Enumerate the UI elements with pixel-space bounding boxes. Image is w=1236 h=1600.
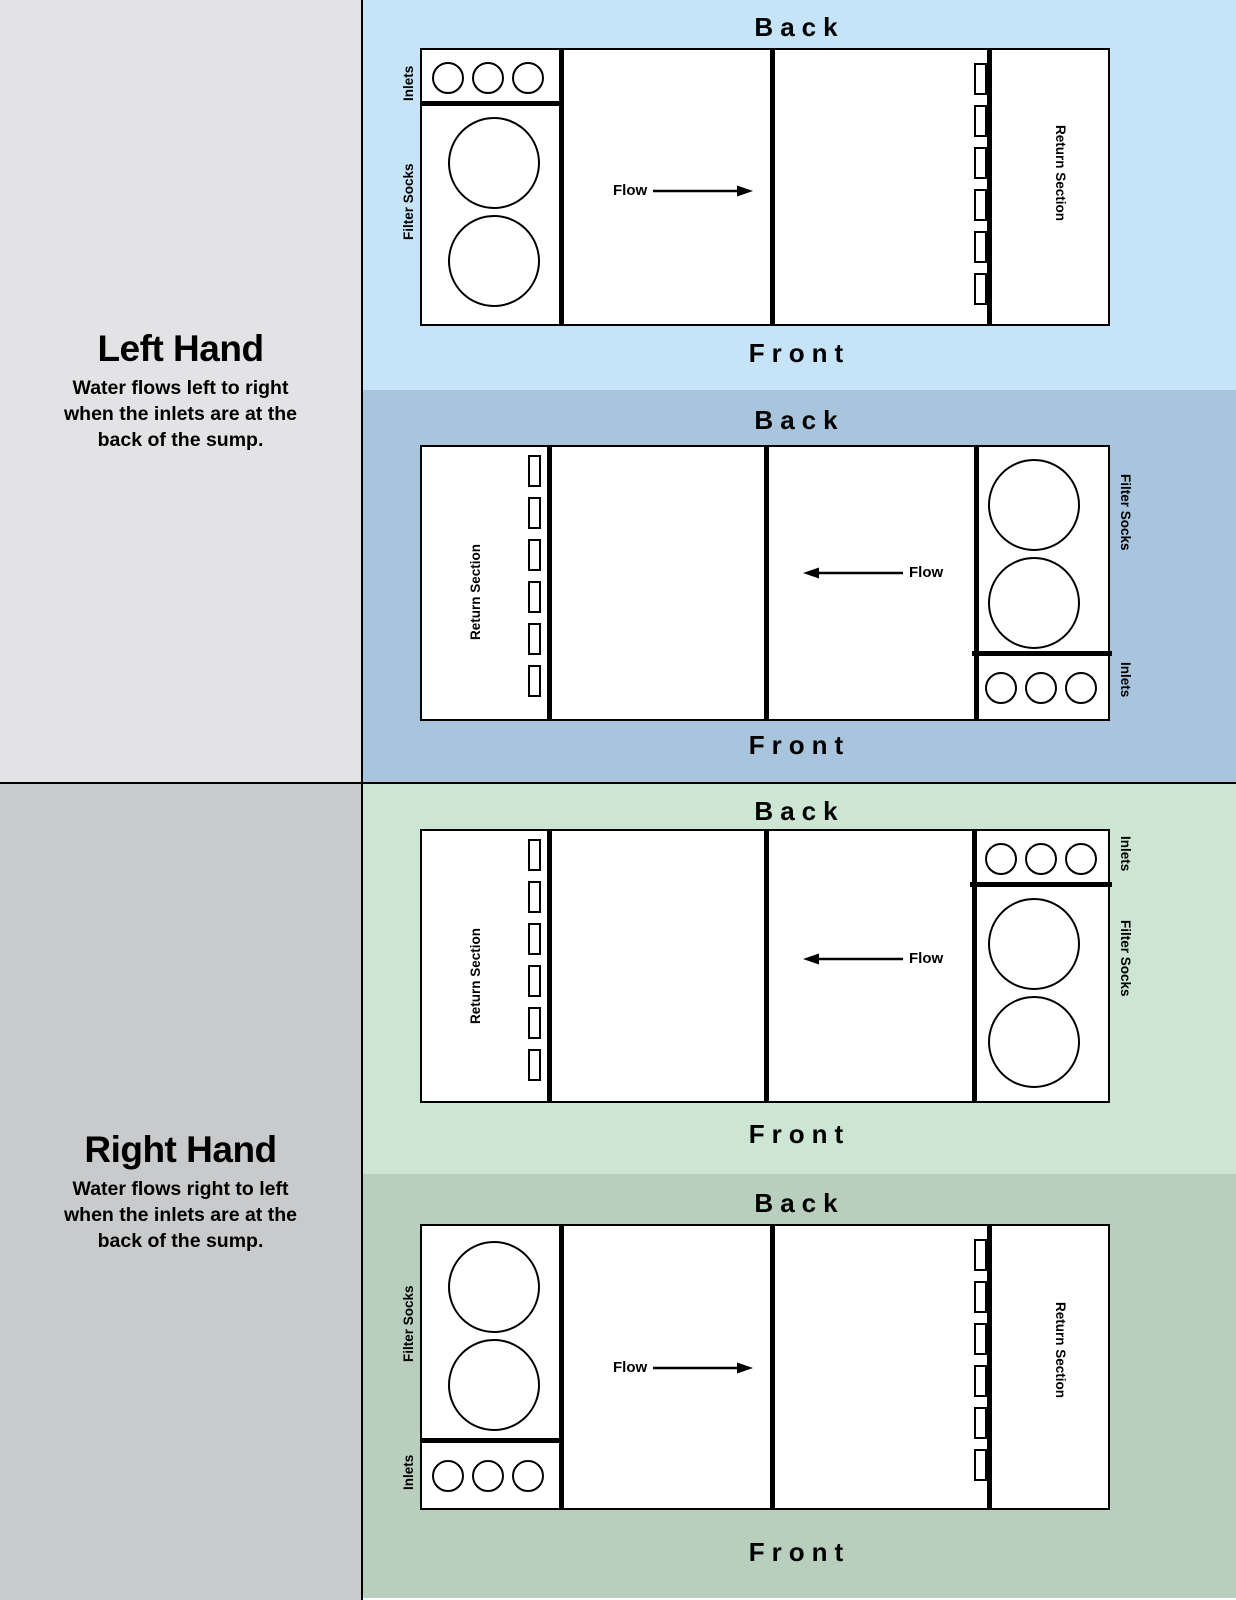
filter-sock [448, 1339, 540, 1431]
front-label: Front [748, 1537, 851, 1567]
inlet-shelf-divider [422, 101, 561, 106]
return-slot [974, 189, 987, 221]
filter-sock [988, 557, 1080, 649]
sump-body [420, 445, 1110, 721]
return-slot [974, 1407, 987, 1439]
back-label: Back [754, 1188, 845, 1218]
baffle-divider [770, 1226, 775, 1508]
filter-sock [988, 996, 1080, 1088]
right-hand-label-cell [0, 784, 363, 1600]
panel-right-hand-b [363, 1174, 1236, 1598]
chamber-divider [559, 50, 564, 324]
baffle-divider [764, 831, 769, 1101]
flow-label: Flow [613, 182, 648, 199]
return-slot [528, 665, 541, 697]
return-slot [974, 231, 987, 263]
filter-sock [448, 117, 540, 209]
front-label: Front [748, 338, 851, 368]
inlets-label: Inlets [1118, 662, 1133, 698]
inlet-shelf-divider [972, 651, 1112, 656]
return-slot [528, 455, 541, 487]
filter-socks-label: Filter Socks [401, 163, 416, 240]
return-slot [974, 1239, 987, 1271]
return-slot [974, 63, 987, 95]
left-hand-label-cell [0, 0, 363, 784]
return-section-label: Return Section [468, 927, 483, 1024]
inlets-label: Inlets [401, 1454, 416, 1490]
inlet-hole [472, 62, 504, 94]
return-slot [528, 623, 541, 655]
return-slot [528, 881, 541, 913]
return-section-label: Return Section [468, 543, 483, 640]
flow-indicator [803, 564, 943, 581]
left-hand-description: Water flows left to right when the inlets are at the back of the sump. [64, 377, 297, 451]
flow-indicator [803, 950, 943, 967]
right-hand-description: Water flows right to left when the inlets are at the back of the sump. [64, 1178, 297, 1252]
panel-left-hand-a [363, 0, 1236, 390]
arrow-right-icon [653, 1362, 753, 1374]
flow-indicator [613, 1359, 753, 1376]
front-label: Front [748, 730, 851, 760]
sump-body [420, 48, 1110, 326]
left-hand-panels [363, 0, 1236, 784]
inlet-hole [432, 1460, 464, 1492]
inlet-hole [1065, 843, 1097, 875]
inlet-hole [512, 62, 544, 94]
filter-socks-label: Filter Socks [1118, 920, 1133, 997]
inlet-hole [512, 1460, 544, 1492]
inlet-hole [985, 672, 1017, 704]
inlets-label: Inlets [401, 65, 416, 101]
return-slot [528, 1049, 541, 1081]
filter-sock [988, 898, 1080, 990]
chamber-divider [559, 1226, 564, 1508]
return-slot [528, 497, 541, 529]
back-label: Back [754, 796, 845, 826]
return-slot [974, 105, 987, 137]
back-label: Back [754, 405, 845, 435]
return-slot [528, 581, 541, 613]
right-hand-title: Right Hand [84, 1129, 277, 1171]
return-divider [987, 1226, 992, 1508]
return-slot [974, 273, 987, 305]
return-divider [547, 447, 552, 719]
inlet-hole [1025, 843, 1057, 875]
return-divider [987, 50, 992, 324]
filter-sock [988, 459, 1080, 551]
inlet-hole [1065, 672, 1097, 704]
return-section-label: Return Section [1053, 1302, 1068, 1399]
flow-indicator [613, 182, 753, 199]
return-slot [974, 1365, 987, 1397]
return-slot [528, 923, 541, 955]
return-slot [528, 539, 541, 571]
return-slot [528, 1007, 541, 1039]
sump-body [420, 829, 1110, 1103]
filter-socks-label: Filter Socks [401, 1285, 416, 1362]
return-slot [974, 1281, 987, 1313]
return-divider [547, 831, 552, 1101]
return-slot [974, 147, 987, 179]
filter-sock [448, 215, 540, 307]
inlets-label: Inlets [1118, 836, 1133, 872]
chamber-divider [972, 831, 977, 1101]
inlet-hole [472, 1460, 504, 1492]
inlet-hole [1025, 672, 1057, 704]
flow-label: Flow [909, 950, 944, 967]
inlet-shelf-divider [970, 882, 1112, 887]
panel-right-hand-a [363, 784, 1236, 1174]
back-label: Back [754, 12, 845, 42]
arrow-left-icon [803, 953, 903, 965]
flow-label: Flow [909, 564, 944, 581]
baffle-divider [770, 50, 775, 324]
inlet-hole [432, 62, 464, 94]
baffle-divider [764, 447, 769, 719]
arrow-right-icon [653, 185, 753, 197]
return-slot [974, 1449, 987, 1481]
panel-left-hand-b [363, 390, 1236, 782]
left-hand-title: Left Hand [97, 328, 264, 370]
return-section-label: Return Section [1053, 125, 1068, 222]
filter-socks-label: Filter Socks [1118, 474, 1133, 551]
sump-body [420, 1224, 1110, 1510]
arrow-left-icon [803, 567, 903, 579]
chamber-divider [974, 447, 979, 719]
flow-label: Flow [613, 1359, 648, 1376]
return-slot [974, 1323, 987, 1355]
return-slot [528, 965, 541, 997]
return-slot [528, 839, 541, 871]
inlet-shelf-divider [422, 1438, 561, 1443]
filter-sock [448, 1241, 540, 1333]
inlet-hole [985, 843, 1017, 875]
front-label: Front [748, 1119, 851, 1149]
right-hand-panels [363, 784, 1236, 1600]
